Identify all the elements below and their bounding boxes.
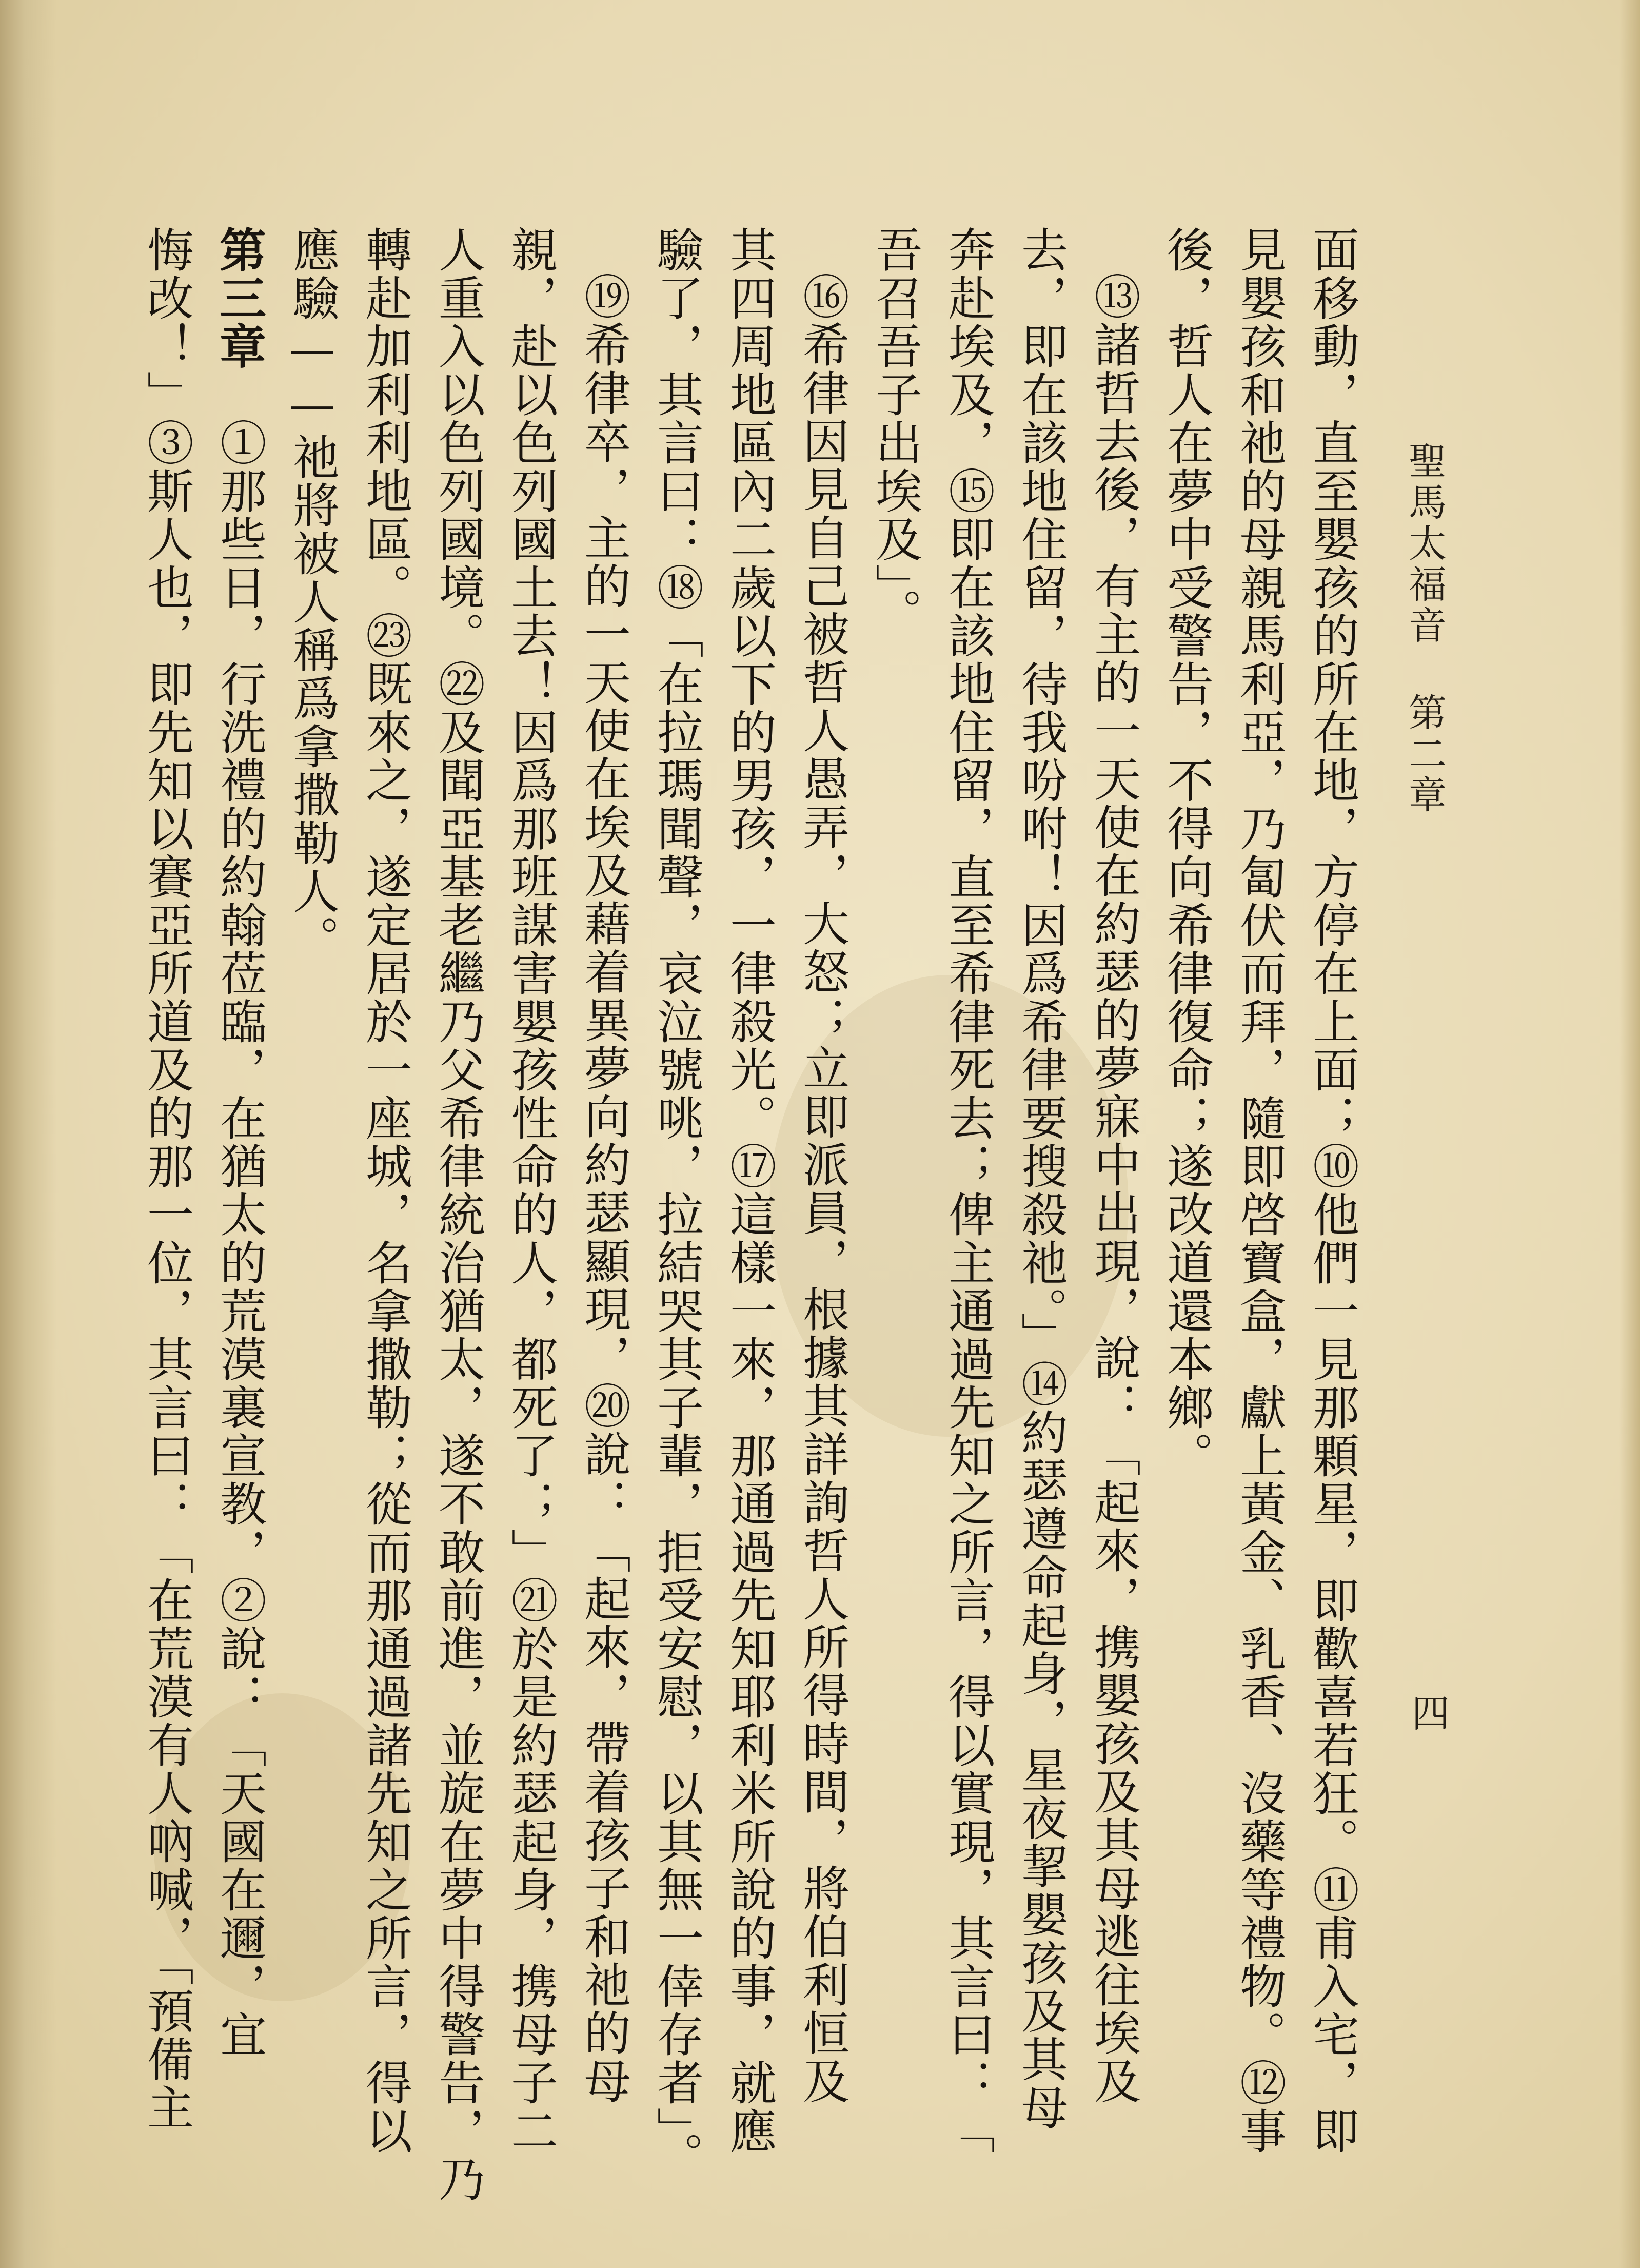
text-column: ⑯希律因見自己被哲人愚弄，大怒；立即派員，根據其詳詢哲人所得時間，將伯利恒及 [795,272,849,2105]
text-column: ⑬諸哲去後，有主的一天使在約瑟的夢寐中出現，說：「起來，携嬰孩及其母逃往埃及 [1086,272,1140,2105]
binding-shadow [0,0,56,2268]
page-edge [1619,0,1640,2268]
running-header [1380,441,1452,1006]
chapter-label: 第二章 [1402,693,1447,816]
text-column [203,226,275,2059]
text-column: ⑲希律卒，主的一天使在埃及藉着異夢向約瑟顯現，⑳說：「起來，帶着孩子和祂的母 [577,272,630,2105]
text-column: 後，哲人在夢中受警告，不得向希律復命；遂改道還本鄉。 [1159,226,1213,1480]
page-number: 四 [1406,1693,1450,1731]
text-column: 見嬰孩和祂的母親馬利亞，乃匐伏而拜，隨即啓寶盒，獻上黃金、乳香、沒藥等禮物。⑫事 [1232,226,1286,2155]
text-column: 奔赴埃及，⑮即在該地住留，直至希律死去；俾主通過先知之所言，得以實現，其言曰：「 [941,226,995,2155]
text-column: 驗了，其言曰：⑱「在拉瑪聞聲，哀泣號咷，拉結哭其子輩，拒受安慰，以其無一倖存者」。 [649,226,703,2180]
text-run: 應驗——祂將被人稱爲拿撒勒人。 [285,226,339,964]
text-column: 吾召吾子出埃及」。 [868,226,922,637]
text-run: ①那些日，行洗禮的約翰莅臨，在猶太的荒漠裏宣教，②說：「天國在邇，宜 [212,419,266,2059]
text-column [275,226,348,2006]
text-column: 去，即在該地住留，待我吩咐！因爲希律要搜殺祂。」⑭約瑟遵命起身，星夜挈嬰孩及其母 [1014,226,1068,2132]
text-column: 其四周地區內二歲以下的男孩，一律殺光。⑰這樣一來，那通過先知耶利米所說的事，就應 [722,226,776,2155]
text-column: 人重入以色列國境。㉒及聞亞基老繼乃父希律統治猶太，遂不敢前進，並旋在夢中得警告，乃 [431,226,485,2203]
text-column: 面移動，直至嬰孩的所在地，方停在上面；⑩他們一見那顆星，即歡喜若狂。⑪甫入宅，即 [1305,226,1359,2155]
chapter-heading: 第三章 [212,226,266,370]
body-text [130,226,1368,2203]
text-column: 親，赴以色列國土去！因爲那班謀害嬰孩性命的人，都死了；」㉑於是約瑟起身，携母子二 [504,226,558,2155]
text-column: 轉赴加利利地區。㉓既來之，遂定居於一座城，名拿撒勒；從而那通過諸先知之所言，得以 [358,226,412,2155]
book-title: 聖馬太福音 [1402,441,1447,647]
text-column: 悔改！」③斯人也，即先知以賽亞所道及的那一位，其言曰：「在荒漠有人吶喊，「預備主 [140,226,193,2132]
